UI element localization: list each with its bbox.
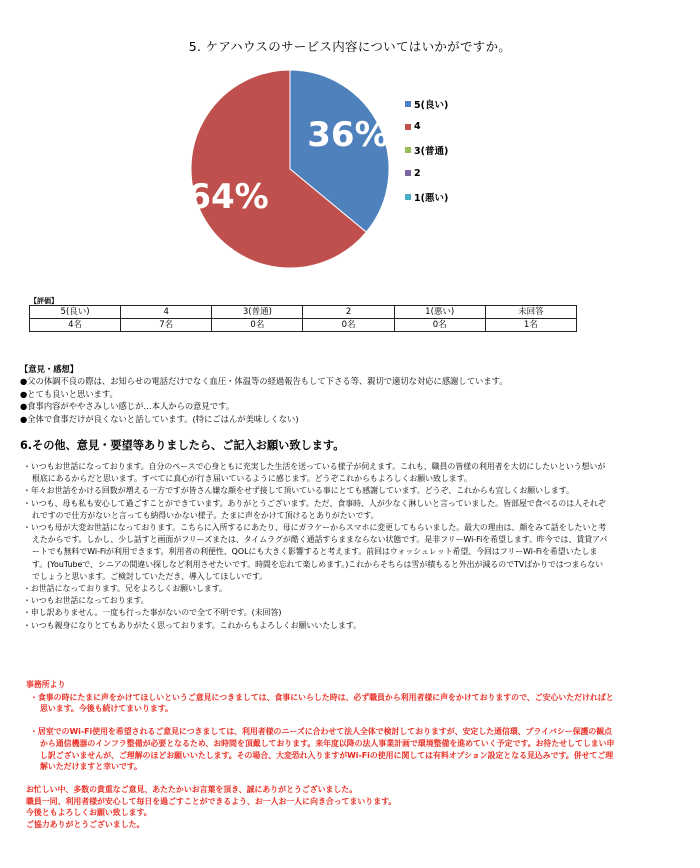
chart-legend: [405, 98, 448, 214]
opinion-item: ●父の体調不良の際は、お知らせの電話だけでなく血圧・体温等の経過報告もして下さる等、親切で適切な対応に感謝しています。: [20, 376, 508, 387]
reply-item-wifi: ・居室でのWi-Fi使用を希望されるご意見につきましては、利用者様のニーズに合わせて法人全体で検討しておりますが、安定した通信環、プライバシー保護の観点から通信機器のインフラ整備が必要となるため、お時間を頂戴しております。来年度以降の法人事業計画で環境整備を進めていく予定です。お待たせしてしまい申し訳ございませんが、ご理解のほどお願いいたします。その場合、大変恐れ入りますがWi-Fiの使用に関しては有料オプション設定となる見込みです。併せてご理解いただけますと幸いです。: [30, 727, 615, 772]
legend-swatch-5: [405, 101, 411, 107]
rating-count-row: [30, 319, 577, 332]
legend-swatch-2: [405, 170, 411, 176]
rating-header-cell: 4: [121, 306, 212, 319]
rating-header-cell: 5(良い): [30, 306, 121, 319]
rating-count-cell: 1名: [485, 319, 576, 332]
pie-slice-label: 64%: [187, 176, 269, 217]
rating-count-cell: 0名: [212, 319, 303, 332]
legend-swatch-3: [405, 147, 411, 153]
comment-item: ・いつも親身になりとてもありがたく思っております。これからもよろしくお願いいたします。: [23, 620, 362, 630]
rating-count-cell: 4名: [30, 319, 121, 332]
legend-swatch-1: [405, 194, 411, 200]
pie-chart: [182, 69, 394, 269]
comment-item: ・いつもお世話になっております。自分のペースで心身ともに充実した生活を送っている様子が伺えます。これも、職員の皆様の利用者を大切にしたいという想いが根底にあるからだと思います。すべてに真心が行き届いているように感じます。どうぞこれからもよろしくお願い致します。: [23, 462, 606, 484]
question-6-title: 6.その他、意見・要望等ありましたら、ご記入お願い致します。: [20, 439, 345, 452]
reply-heading: 事務所より: [26, 680, 66, 689]
question-5-title: 5. ケアハウスのサービス内容についてはいかがですか。: [188, 39, 512, 54]
comment-item: ・いつも母が大変お世話になっております。こちらに入所するにあたり、母にガラケーからスマホに変更してもらいました。最大の理由は、顔をみて話をしたいと考えたからです。しかし、少し話すと画面がフリーズまたは、タイムラグが酷く通話すらままならない状態です。是非フリーWi-Fiを希望します。昨今では、賃貸アパートでも無料でWi-Fiが利用できます。利用者の利便性、QOLにも大きく影響すると考えます。前回はウォッシュレット希望、今回はフリーWi-Fiを希望いたします。(YouTubeで、シニアの間違い探しなど利用させたいです。時間を忘れて楽しめます。)これからそちらは雪が積もると外出が減るのでTVばかりではつまらないでしょうと思います。ご検討していただき、導入してほしいです。: [23, 523, 608, 581]
rating-label: 【評価】: [30, 297, 58, 305]
rating-count-cell: 7名: [121, 319, 212, 332]
reply-item-meal: ・食事の時にたまに声をかけてほしいというご意見につきましては、食事にいらした時は、必ず職員から利用者様に声をかけておりますので、ご安心いただければと思います。今後も続けてまいります。: [30, 692, 614, 714]
reply-closing: ご協力ありがとうございました。: [26, 820, 145, 830]
opinion-item: ●食事内容がややさみしい感じが…本人からの意見です。: [20, 401, 234, 412]
legend-swatch-4: [405, 124, 411, 130]
legend-item-1: [405, 191, 448, 202]
legend-label-4: 4: [414, 121, 421, 133]
opinion-item: ●全体で食事だけが良くないと話しています。(特にごはんが美味しくない): [20, 413, 299, 424]
opinion-item: ●とても良いと思います。: [20, 388, 118, 399]
rating-count-cell: 0名: [394, 319, 485, 332]
reply-closing: 今後ともよろしくお願い致します。: [26, 808, 152, 818]
comments-section: [23, 461, 608, 632]
legend-label-1: 1(悪い): [414, 192, 449, 204]
legend-item-3: [405, 145, 448, 156]
legend-item-4: [405, 121, 448, 132]
pie-slice-label: 36%: [307, 115, 389, 156]
comment-item: ・年々お世話をかける回数が増える一方ですが皆さん嫌な顔をせず接して頂いている事にとても感謝しています。どうぞ、これからも宜しくお願いします。: [23, 486, 574, 496]
reply-closing: お忙しい中、多数の貴重なご意見、あたたかいお言葉を頂き、誠にありがとうございました。: [26, 784, 358, 794]
rating-header-cell: 未回答: [485, 306, 576, 319]
reply-closing: 職員一同、利用者様が安心して毎日を過ごすことができるよう、お一人お一人に向き合ってまいります。: [26, 796, 397, 806]
legend-label-3: 3(普通): [414, 146, 449, 158]
opinions-heading: 【意見・感想】: [20, 364, 79, 374]
rating-table: [29, 305, 577, 332]
opinions-section: [20, 363, 508, 425]
rating-header-cell: 2: [303, 306, 394, 319]
comment-item: ・お世話になっております。兄をよろしくお願いします。: [23, 584, 227, 594]
legend-label-2: 2: [414, 167, 421, 179]
rating-count-cell: 0名: [303, 319, 394, 332]
legend-label-5: 5(良い): [414, 99, 449, 111]
rating-header-cell: 1(悪い): [394, 306, 485, 319]
legend-item-5: [405, 98, 448, 109]
legend-item-2: [405, 168, 448, 179]
comment-item: ・申し訳ありません。一度も行った事がないので全て不明です。(未回答): [23, 608, 282, 618]
office-reply-section: [26, 679, 616, 831]
rating-header-row: [30, 306, 577, 319]
comment-item: ・いつもお世話になっております。: [23, 596, 149, 606]
rating-header-cell: 3(普通): [212, 306, 303, 319]
comment-item: ・いつも、母も私も安心して過ごすことができています。ありがとうございます。ただ、食事時、人が少なく淋しいと言っていました。皆部屋で食べるのは人それぞれですので仕方がないと言っても納得いかない様子。たまに声をかけて頂けるとありがたいです。: [23, 498, 606, 520]
